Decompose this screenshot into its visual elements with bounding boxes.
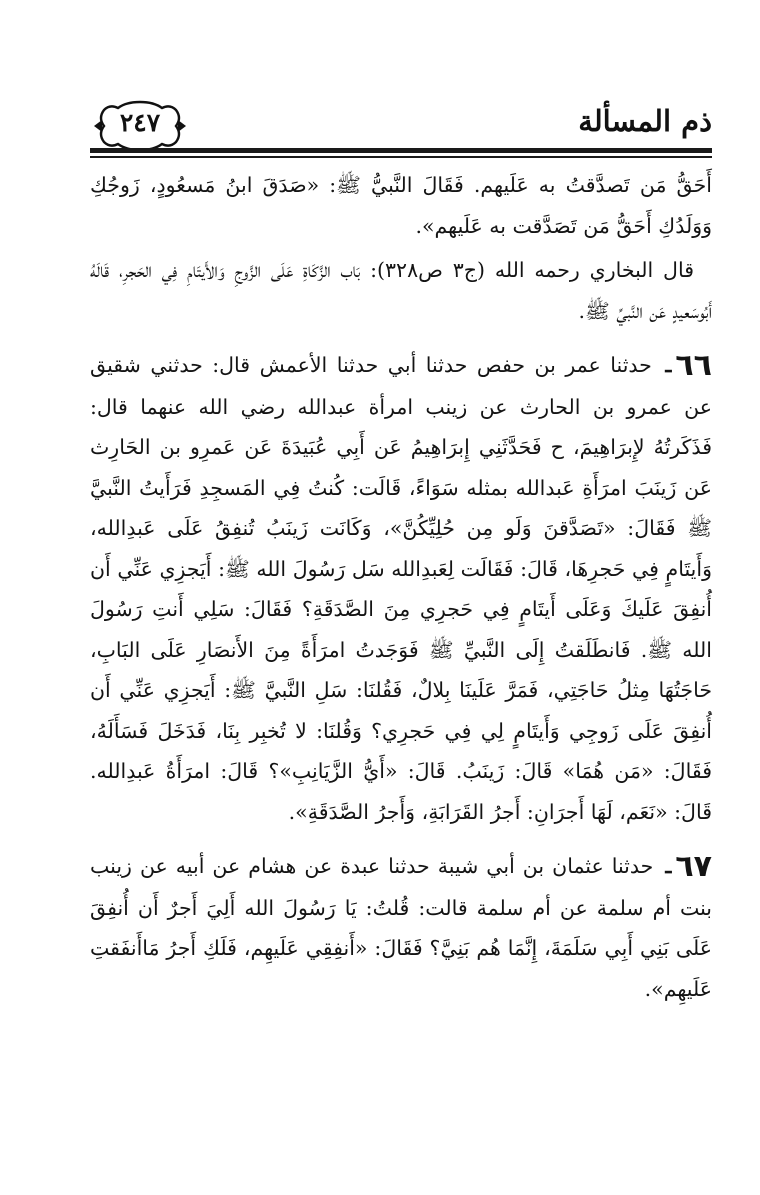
hadith-number: ٦٧ <box>675 849 712 884</box>
hadith-66 <box>90 345 712 832</box>
page-body <box>90 165 712 1009</box>
header-rule-thin <box>90 156 712 158</box>
paragraph-continuation: أَحَقُّ مَن تَصدَّقتُ به عَلَيهم. فَقَالَ النَّبيُّ ﷺ: «صَدَقَ ابنُ مَسعُودٍ، زَوجُكِ وَوَلَدُكِ أَحَقُّ مَن تَصَدَّقت به عَلَيهم». <box>90 173 712 238</box>
hadith-dash: ـ <box>665 854 672 878</box>
header-rule-thick <box>90 148 712 153</box>
hadith-text: حدثنا عمر بن حفص حدثنا أبي حدثنا الأعمش قال: حدثني شقيق عن عمرو بن الحارث عن زينب امرأة عبدالله رضي الله عنهما قال: فَذَكَرتُهُ لإِبرَاهِيمَ، ح فَحَدَّثَنِي إِبرَاهِيمُ عَن أَبِي عُبَيدَةَ عَن عَمرِو بن الحَارِث عَن زَينَبَ امرَأَةِ عَبدالله بمثله سَوَاءً، قَالَت: كُنتُ فِي المَسجِدِ فَرَأَيتُ النَّبيَّ ﷺ فَقَالَ: «تَصَدَّقنَ وَلَو مِن حُلِيِّكُنَّ»، وَكَانَت زَينَبُ تُنفِقُ عَلَى عَبدِالله، وَأَيتَامٍ فِي حَجرِهَا، قَالَ: فَقَالَت لِعَبدِالله سَل رَسُولَ الله ﷺ: أَيَجزِي عَنِّي أَن أُنفِقَ عَلَيكَ وَعَلَى أَيتَامٍ فِي حَجرِي مِنَ الصَّدَقَةِ؟ فَقَالَ: سَلِي أَنتِ رَسُولَ الله ﷺ. فَانطَلَقتُ إِلَى النَّبيِّ ﷺ فَوَجَدتُ امرَأَةً مِنَ الأَنصَارِ عَلَى البَابِ، حَاجَتُهَا مِثلُ حَاجَتِي، فَمَرَّ عَلَينَا بِلالٌ، فَقُلنَا: سَلِ النَّبيَّ ﷺ: أَيَجزِي عَنِّي أَن أُنفِقَ عَلَى زَوجِي وَأَيتَامٍ لِي فِي حَجرِي؟ وَقُلنَا: لا تُخبِر بِنَا، فَدَخَلَ فَسَأَلَهُ، فَقَالَ: «مَن هُمَا» قَالَ: زَينَبُ. قَالَ: «أَيُّ الزَّيَانِبِ»؟ قَالَ: امرَأَةُ عَبدِالله. قَالَ: «نَعَم، لَهَا أَجرَانِ: أَجرُ القَرَابَةِ، وَأَجرُ الصَّدَقَةِ». <box>90 353 712 824</box>
paragraph-bukhari-chapter: قال البخاري رحمه الله (ج٣ ص٣٢٨): بَاب الزَّكَاةِ عَلَى الزَّوجِ وَالأَيتَامِ فِي الحَجرِ، قَالَهُ أَبُوسَعيدٍ عَن النَّبيِّ ﷺ. <box>90 258 712 323</box>
running-title: ذم المسألة <box>578 104 712 138</box>
hadith-dash: ـ <box>665 353 672 377</box>
hadith-number: ٦٦ <box>675 348 712 383</box>
hadith-text: حدثنا عثمان بن أبي شيبة حدثنا عبدة عن هشام عن أبيه عن زينب بنت أم سلمة عن أم سلمة قالت: قُلتُ: يَا رَسُولَ الله أَلِيَ أَجرٌ أَن أُنفِقَ عَلَى بَنِي أَبِي سَلَمَةَ، إِنَّمَا هُم بَنِيَّ؟ فَقَالَ: «أَنفِقِي عَلَيهِم، فَلَكِ أَجرُ مَاأَنفَقتِ عَلَيهِم». <box>90 854 712 1001</box>
hadith-67 <box>90 846 712 1009</box>
page-number: ٢٤٧ <box>119 108 161 137</box>
